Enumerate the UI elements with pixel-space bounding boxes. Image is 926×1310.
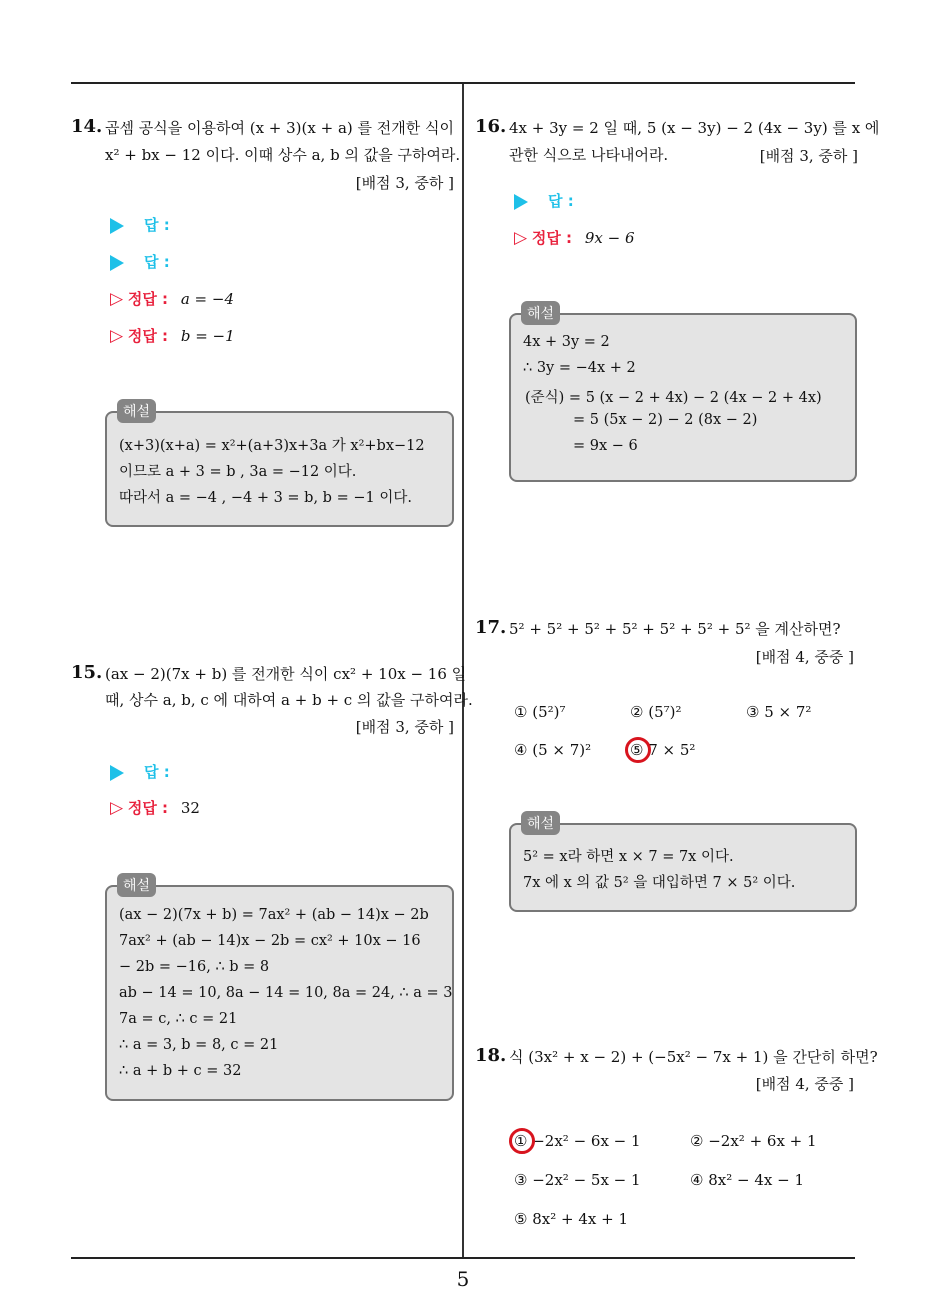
solution-line: 4x + 3y = 2 (523, 334, 610, 350)
solution-tag: 해설 (521, 811, 560, 835)
answer-label: 답 : (144, 253, 170, 271)
answer-label: 답 : (144, 763, 170, 781)
option-5[interactable]: ⑤ 8x² + 4x + 1 (514, 1210, 628, 1228)
solution-box (509, 306, 857, 482)
answer-line-1 (110, 214, 170, 235)
solution-box (509, 816, 857, 912)
answer-label: 답 : (548, 192, 574, 210)
question-number: 15. (71, 662, 103, 683)
option-4[interactable]: ④ (5 × 7)² (514, 741, 592, 759)
solution-line: 따라서 a = −4 , −4 + 3 = b, b = −1 이다. (119, 490, 412, 506)
correct-label: 정답 : (127, 799, 169, 817)
option-4[interactable]: ④ 8x² − 4x − 1 (690, 1171, 804, 1189)
solution-line: = 9x − 6 (573, 438, 638, 454)
option-2[interactable]: ② (5⁷)² (630, 703, 682, 721)
triangle-icon (514, 194, 528, 210)
option-5[interactable]: ⑤ 7 × 5² (630, 741, 696, 759)
score-label: [배점 4, 중중 ] (755, 648, 854, 666)
solution-box (105, 404, 454, 527)
solution-line: 5² = x라 하면 x × 7 = 7x 이다. (523, 849, 734, 865)
solution-tag: 해설 (117, 399, 156, 423)
question-number: 14. (71, 116, 103, 137)
score-label: [배점 3, 중하 ] (759, 147, 858, 165)
solution-line: ∴ a = 3, b = 8, c = 21 (119, 1037, 279, 1053)
solution-line: ∴ a + b + c = 32 (119, 1063, 242, 1079)
option-3[interactable]: ③ 5 × 7² (746, 703, 812, 721)
question-text-line2: x² + bx − 12 이다. 이때 상수 a, b 의 값을 구하여라. (105, 146, 461, 164)
correct-value: a = −4 (180, 290, 235, 308)
question-text-line1: (ax − 2)(7x + b) 를 전개한 식이 cx² + 10x − 16 일 (105, 665, 467, 683)
solution-line: 7x 에 x 의 값 5² 을 대입하면 7 × 5² 이다. (523, 875, 796, 891)
answer-line (110, 761, 170, 782)
triangle-icon (110, 765, 124, 781)
option-3[interactable]: ③ −2x² − 5x − 1 (514, 1171, 641, 1189)
bottom-rule (71, 1257, 855, 1259)
option-1[interactable]: ① −2x² − 6x − 1 (514, 1132, 641, 1150)
question-number: 17. (475, 617, 507, 638)
marked-answer-circle (509, 1128, 535, 1154)
answer-label: 답 : (144, 216, 170, 234)
solution-line: (ax − 2)(7x + b) = 7ax² + (ab − 14)x − 2b (119, 907, 429, 923)
correct-answer-2 (110, 325, 235, 346)
score-label: [배점 3, 중하 ] (355, 718, 454, 736)
correct-value: 9x − 6 (584, 229, 635, 247)
correct-answer-1 (110, 288, 234, 309)
correct-label: 정답 : (531, 229, 573, 247)
correct-value: 32 (180, 799, 200, 817)
question-text-line1: 4x + 3y = 2 일 때, 5 (x − 3y) − 2 (4x − 3y) 를 x 에 (509, 119, 880, 137)
option-1[interactable]: ① (5²)⁷ (514, 703, 566, 721)
question-text-line2: 관한 식으로 나타내어라. (509, 146, 669, 164)
solution-line: ∴ 3y = −4x + 2 (523, 360, 636, 376)
correct-answer (514, 227, 635, 248)
solution-line: 이므로 a + 3 = b , 3a = −12 이다. (119, 464, 357, 480)
option-2[interactable]: ② −2x² + 6x + 1 (690, 1132, 817, 1150)
outline-triangle-icon: ▷ (110, 289, 124, 309)
question-text-line1: 5² + 5² + 5² + 5² + 5² + 5² + 5² 을 계산하면? (509, 620, 841, 638)
score-label: [배점 4, 중중 ] (755, 1075, 854, 1093)
solution-line: (x+3)(x+a) = x²+(a+3)x+3a 가 x²+bx−12 (119, 438, 425, 454)
question-number: 18. (475, 1045, 507, 1066)
marked-answer-circle (625, 737, 651, 763)
answer-line-2 (110, 251, 170, 272)
question-number: 16. (475, 116, 507, 137)
answer-line (514, 190, 574, 211)
score-label: [배점 3, 중하 ] (355, 174, 454, 192)
triangle-icon (110, 218, 124, 234)
correct-label: 정답 : (127, 327, 169, 345)
question-text-line2: 때, 상수 a, b, c 에 대하여 a + b + c 의 값을 구하여라. (105, 691, 473, 709)
solution-line: = 5 (5x − 2) − 2 (8x − 2) (573, 412, 758, 428)
solution-box (105, 878, 454, 1101)
triangle-icon (110, 255, 124, 271)
page-number: 5 (456, 1267, 470, 1291)
solution-line: 7a = c, ∴ c = 21 (119, 1011, 238, 1027)
question-text-line1: 식 (3x² + x − 2) + (−5x² − 7x + 1) 을 간단히 하면? (509, 1048, 878, 1066)
outline-triangle-icon: ▷ (110, 798, 124, 818)
solution-tag: 해설 (117, 873, 156, 897)
solution-line: ab − 14 = 10, 8a − 14 = 10, 8a = 24, ∴ a = 3 (119, 985, 453, 1001)
correct-label: 정답 : (127, 290, 169, 308)
question-text-line1: 곱셈 공식을 이용하여 (x + 3)(x + a) 를 전개한 식이 (105, 119, 454, 137)
outline-triangle-icon: ▷ (514, 228, 528, 248)
solution-line: 7ax² + (ab − 14)x − 2b = cx² + 10x − 16 (119, 933, 421, 949)
solution-line: (준식) = 5 (x − 2 + 4x) − 2 (4x − 2 + 4x) (525, 390, 822, 406)
correct-answer (110, 797, 200, 818)
outline-triangle-icon: ▷ (110, 326, 124, 346)
correct-value: b = −1 (180, 327, 235, 345)
solution-tag: 해설 (521, 301, 560, 325)
solution-line: − 2b = −16, ∴ b = 8 (119, 959, 270, 975)
